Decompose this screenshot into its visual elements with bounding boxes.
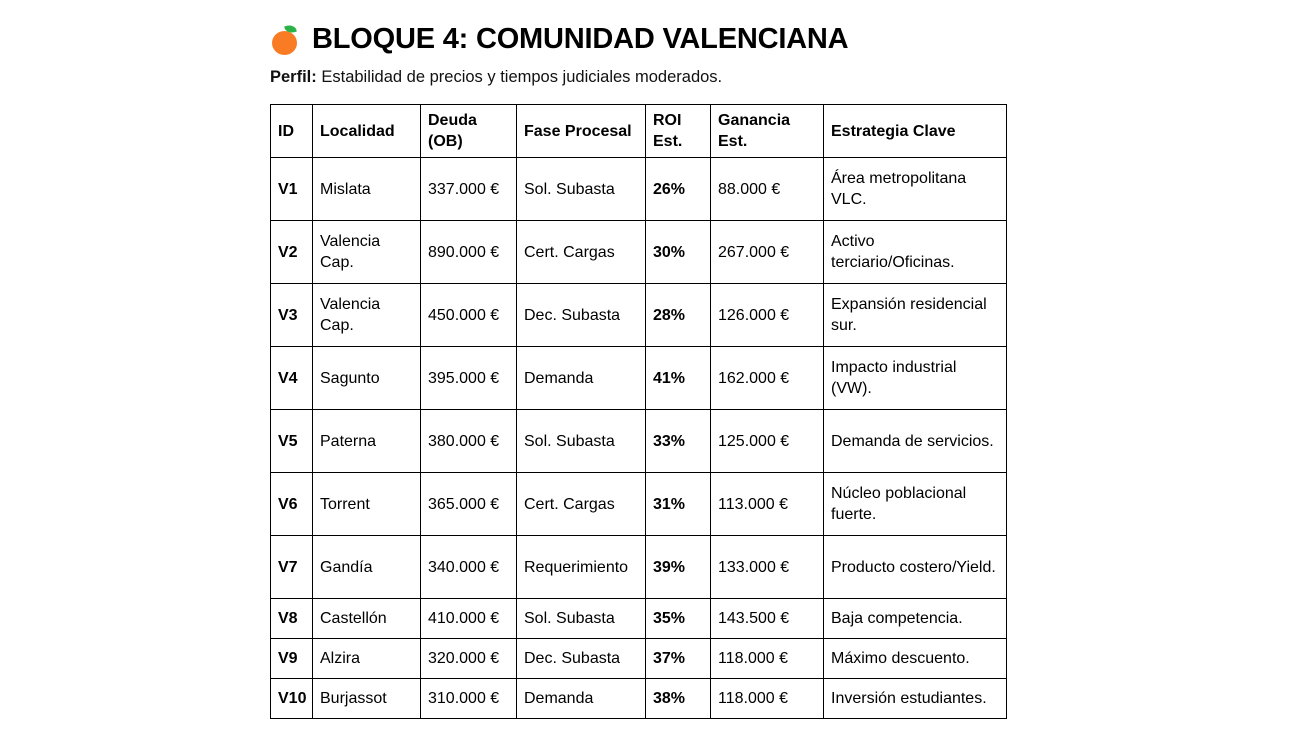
cell-estrategia: Impacto industrial (VW). [824, 347, 1007, 410]
cell-fase: Requerimiento [517, 536, 646, 599]
cell-ganancia: 118.000 € [711, 679, 824, 719]
column-header-line: Est. [653, 133, 683, 151]
table-row [271, 536, 1007, 599]
column-header-estrategia [824, 105, 1007, 158]
cell-deuda: 340.000 € [421, 536, 517, 599]
table-row [271, 410, 1007, 473]
cell-roi: 31% [646, 473, 711, 536]
cell-roi: 37% [646, 639, 711, 679]
column-header-line: ID [278, 122, 294, 140]
cell-localidad: Torrent [313, 473, 421, 536]
cell-ganancia: 125.000 € [711, 410, 824, 473]
cell-id: V3 [271, 284, 313, 347]
tangerine-icon [270, 24, 300, 54]
cell-localidad: Mislata [313, 158, 421, 221]
cell-id: V7 [271, 536, 313, 599]
profile-label: Perfil: [270, 68, 317, 86]
cell-estrategia: Inversión estudiantes. [824, 679, 1007, 719]
cell-estrategia: Baja competencia. [824, 599, 1007, 639]
cell-ganancia: 88.000 € [711, 158, 824, 221]
cell-fase: Demanda [517, 347, 646, 410]
page-title: BLOQUE 4: COMUNIDAD VALENCIANA [312, 22, 849, 55]
column-header-roi [646, 105, 711, 158]
table-header [271, 105, 1007, 158]
cell-deuda: 890.000 € [421, 221, 517, 284]
cell-deuda: 410.000 € [421, 599, 517, 639]
cell-deuda: 380.000 € [421, 410, 517, 473]
cell-estrategia: Área metropolitana VLC. [824, 158, 1007, 221]
cell-deuda: 337.000 € [421, 158, 517, 221]
cell-estrategia: Producto costero/Yield. [824, 536, 1007, 599]
page-heading [270, 18, 848, 60]
cell-localidad: Sagunto [313, 347, 421, 410]
column-header-line: (OB) [428, 133, 463, 151]
cell-id: V1 [271, 158, 313, 221]
cell-id: V10 [271, 679, 313, 719]
cell-id: V6 [271, 473, 313, 536]
cell-estrategia: Demanda de servicios. [824, 410, 1007, 473]
cell-ganancia: 118.000 € [711, 639, 824, 679]
cell-fase: Demanda [517, 679, 646, 719]
table-row [271, 473, 1007, 536]
cell-fase: Sol. Subasta [517, 410, 646, 473]
cell-ganancia: 126.000 € [711, 284, 824, 347]
cell-deuda: 395.000 € [421, 347, 517, 410]
cell-id: V5 [271, 410, 313, 473]
cell-deuda: 365.000 € [421, 473, 517, 536]
table-row [271, 158, 1007, 221]
table-row [271, 639, 1007, 679]
column-header-id [271, 105, 313, 158]
cell-ganancia: 133.000 € [711, 536, 824, 599]
table-row [271, 679, 1007, 719]
column-header-deuda [421, 105, 517, 158]
column-header-fase [517, 105, 646, 158]
cell-id: V9 [271, 639, 313, 679]
cell-deuda: 310.000 € [421, 679, 517, 719]
column-header-localidad [313, 105, 421, 158]
cell-ganancia: 162.000 € [711, 347, 824, 410]
cell-localidad: Burjassot [313, 679, 421, 719]
cell-roi: 33% [646, 410, 711, 473]
cell-estrategia: Núcleo poblacional fuerte. [824, 473, 1007, 536]
cell-fase: Cert. Cargas [517, 473, 646, 536]
cell-id: V2 [271, 221, 313, 284]
cell-localidad: Alzira [313, 639, 421, 679]
cell-fase: Dec. Subasta [517, 284, 646, 347]
column-header-line: Ganancia [718, 112, 791, 129]
opportunities-table [270, 104, 1007, 719]
cell-deuda: 320.000 € [421, 639, 517, 679]
cell-fase: Sol. Subasta [517, 599, 646, 639]
profile-subtitle [270, 68, 722, 88]
cell-localidad: Valencia Cap. [313, 221, 421, 284]
column-header-line: Localidad [320, 122, 395, 140]
cell-ganancia: 267.000 € [711, 221, 824, 284]
table-header-row [271, 105, 1007, 158]
cell-roi: 38% [646, 679, 711, 719]
cell-localidad: Gandía [313, 536, 421, 599]
profile-text: Estabilidad de precios y tiempos judiciales moderados. [316, 68, 723, 86]
cell-localidad: Paterna [313, 410, 421, 473]
column-header-line: Fase Procesal [524, 122, 632, 140]
cell-deuda: 450.000 € [421, 284, 517, 347]
cell-roi: 35% [646, 599, 711, 639]
cell-estrategia: Expansión residencial sur. [824, 284, 1007, 347]
column-header-line: ROI [653, 112, 682, 129]
cell-fase: Sol. Subasta [517, 158, 646, 221]
cell-localidad: Valencia Cap. [313, 284, 421, 347]
table-row [271, 284, 1007, 347]
cell-id: V4 [271, 347, 313, 410]
table-row [271, 347, 1007, 410]
table-row [271, 221, 1007, 284]
column-header-line: Deuda [428, 112, 477, 129]
column-header-line: Estrategia Clave [831, 122, 956, 140]
cell-ganancia: 143.500 € [711, 599, 824, 639]
cell-roi: 41% [646, 347, 711, 410]
cell-fase: Cert. Cargas [517, 221, 646, 284]
column-header-line: Est. [718, 133, 748, 151]
cell-roi: 39% [646, 536, 711, 599]
cell-ganancia: 113.000 € [711, 473, 824, 536]
cell-estrategia: Activo terciario/Oficinas. [824, 221, 1007, 284]
table-body [271, 158, 1007, 719]
table-row [271, 599, 1007, 639]
column-header-ganancia [711, 105, 824, 158]
cell-localidad: Castellón [313, 599, 421, 639]
cell-estrategia: Máximo descuento. [824, 639, 1007, 679]
cell-id: V8 [271, 599, 313, 639]
cell-roi: 26% [646, 158, 711, 221]
cell-roi: 30% [646, 221, 711, 284]
cell-fase: Dec. Subasta [517, 639, 646, 679]
cell-roi: 28% [646, 284, 711, 347]
